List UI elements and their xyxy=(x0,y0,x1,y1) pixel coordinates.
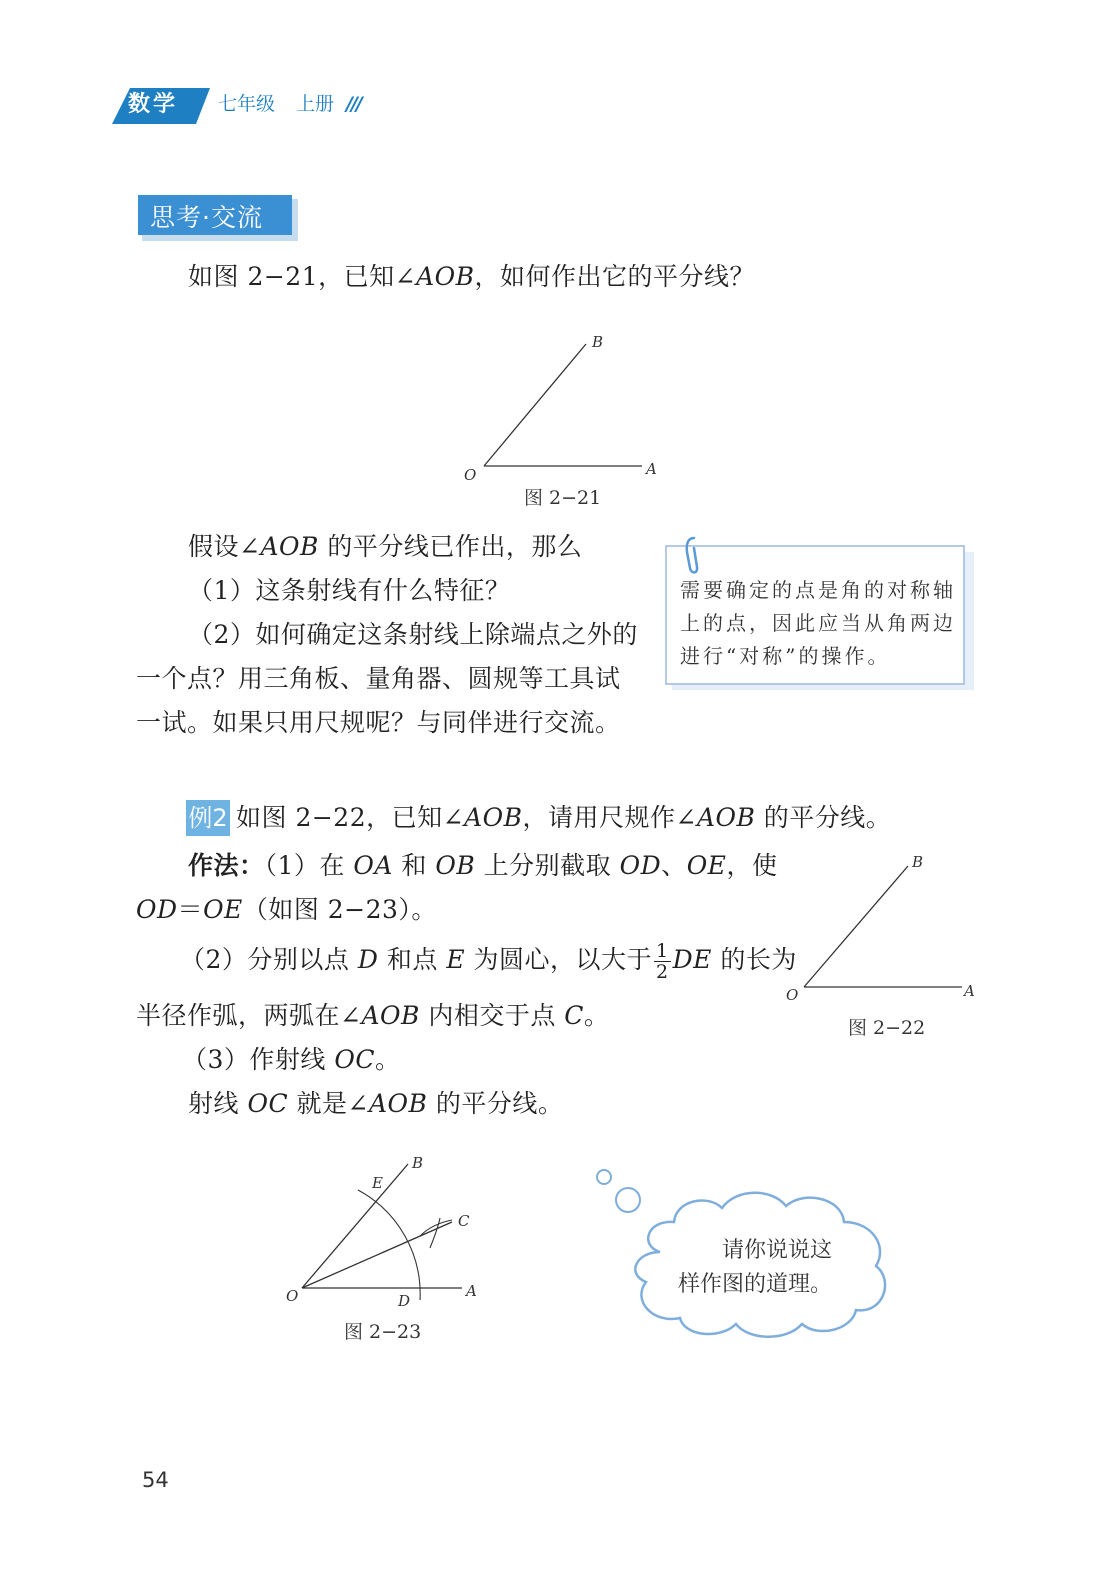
method-step-1-cont: OD＝OE（如图 2−23）。 xyxy=(136,895,437,924)
question-2-line-1: （2）如何确定这条射线上除端点之外的 xyxy=(188,620,638,649)
fig23-label-A: A xyxy=(466,1282,477,1300)
example-badge: 例2 xyxy=(186,800,230,836)
fig22-label-O: O xyxy=(786,986,799,1004)
conclusion: 射线 OC 就是∠AOB 的平分线。 xyxy=(188,1089,564,1118)
assume-text: 假设∠AOB 的平分线已作出，那么 xyxy=(188,532,583,561)
note-line-1: 需要确定的点是角的对称轴 xyxy=(680,578,956,602)
method-step-2: （2）分别以点 D 和点 E 为圆心，以大于 $\frac{1}{2}$ DE 的长为 xyxy=(180,940,797,983)
method-step-1: 作法：（1）在 OA 和 OB 上分别截取 OD、OE，使 xyxy=(188,851,778,880)
note-line-3: 进行“对称”的操作。 xyxy=(680,644,891,668)
method-step-2-cont: 半径作弧，两弧在∠AOB 内相交于点 C。 xyxy=(136,1001,610,1030)
method-step-3: （3）作射线 OC。 xyxy=(182,1045,401,1074)
fig22-label-B: B xyxy=(912,853,924,871)
figure-2-22-caption: 图 2−22 xyxy=(848,1017,926,1039)
fig23-label-D: D xyxy=(398,1292,411,1310)
question-1: （1）这条射线有什么特征？ xyxy=(188,576,511,605)
figure-2-21-caption: 图 2−21 xyxy=(524,487,602,509)
figure-2-22 xyxy=(790,850,980,1000)
header-slashes: /// xyxy=(346,93,361,115)
section-banner-title: 思考·交流 xyxy=(150,203,263,232)
fig23-label-B: B xyxy=(412,1154,424,1172)
note-line-2: 上的点，因此应当从角两边 xyxy=(680,611,956,635)
example-intro: 如图 2−22，已知∠AOB，请用尺规作∠AOB 的平分线。 xyxy=(236,803,892,832)
fig22-label-A: A xyxy=(964,982,975,1000)
fig21-label-B: B xyxy=(592,333,604,351)
page-number: 54 xyxy=(142,1468,169,1492)
fig23-label-O: O xyxy=(286,1287,299,1305)
think-question: 如图 2−21，已知∠AOB，如何作出它的平分线？ xyxy=(188,262,755,291)
header-grade: 七年级 xyxy=(218,93,276,115)
figure-2-23 xyxy=(280,1150,490,1310)
figure-2-23-caption: 图 2−23 xyxy=(344,1321,422,1343)
header-subject: 数学 xyxy=(128,92,179,117)
fig23-label-C: C xyxy=(458,1212,470,1230)
fig21-label-O: O xyxy=(464,466,477,484)
fig23-label-E: E xyxy=(372,1174,383,1192)
cloud-line-1: 请你说说这 xyxy=(722,1238,833,1263)
figure-2-21 xyxy=(460,330,670,490)
question-2-line-3: 一试。如果只用尺规呢？与同伴进行交流。 xyxy=(136,708,621,737)
cloud-line-2: 样作图的道理。 xyxy=(678,1272,833,1297)
fraction-one-half: $\frac{1}{2}$ xyxy=(656,940,669,983)
fig21-label-A: A xyxy=(646,460,657,478)
method-label: 作法： xyxy=(188,851,265,880)
header-volume: 上册 xyxy=(296,93,335,115)
question-2-line-2: 一个点？用三角板、量角器、圆规等工具试 xyxy=(136,664,621,693)
